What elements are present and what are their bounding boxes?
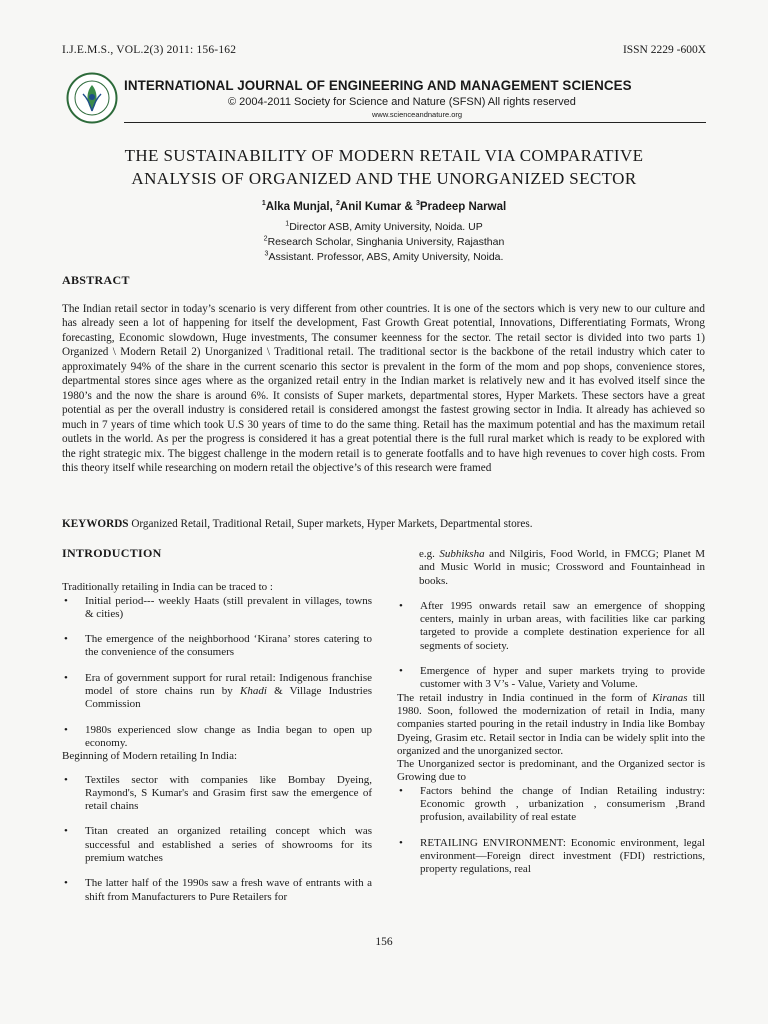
modern-retail-list — [62, 774, 372, 904]
paragraph-text: till 1980. Soon, followed the modernization of retail in India, many companies started pouring in the retail industry in India like Bombay Dyeing, Grasim etc. Retail sector in India can be widely split into the organized and the unorganized sector. — [397, 691, 705, 757]
journal-citation: I.J.E.M.S., VOL.2(3) 2011: 156-162 — [62, 44, 237, 56]
journal-copyright: © 2004-2011 Society for Science and Nature (SFSN) All rights reserved — [228, 96, 576, 108]
affiliation-1: $^1$Director ASB, Amity University, Noida. UP — [285, 220, 483, 233]
introduction-heading: INTRODUCTION — [62, 546, 162, 560]
journal-website[interactable]: www.scienceandnature.org — [372, 110, 463, 119]
keywords — [62, 518, 705, 530]
right-column — [397, 548, 705, 877]
list-item: • Emergence of hyper and super markets trying to provide customer with 3 V’s - Value, Variety and Volume. — [397, 665, 705, 692]
abstract-heading: ABSTRACT — [62, 273, 130, 287]
continuation-text: and Nilgiris, Food World, in FMCG; Planet M and Music World in music; Crossword and Fountainhead in books. — [419, 548, 706, 587]
continuation-emphasis: Subhiksha — [439, 548, 485, 560]
traditional-retail-list — [62, 595, 372, 751]
abstract-body: The Indian retail sector in today’s scenario is very different from other countries. It is one of the sectors which is very new to our culture and has already seen a lot of happening for itself the development, Fast Growth Great potential, Innovations, Differentiating Formats, Wrong forecasting, Economic slowdown, Huge investments, The consumer keenness for the sector. The retail sector is divided into two parts 1) Organized \ Modern Retail 2) Unorganized \ Traditional retail. The traditional sector is the backbone of the retail industry which cater to approximately 94% of the share in the current scenario this sector is prevalent in the form of the mom and pop shops, convenience stores, departmental stores since ages where as the organized retail entry in the Indian market is relatively new and it has evolved itself since the 1980’s and the now the share is around 6%. It consists of Super markets, departmental stores, Hyper Markets. These sectors have a great potential as per the overall industry is considered retail is considered amongst the fastest growing sector in India. It already has achieved so much in 7 years of time which took U.S 30 years of time to do the same thing. Retail has the maximum potential and has the maximum retail outlets in the world. As per the progress is considered it has a great potential there is the full rural market which is ready to be explored with the right strategic mix. The biggest challenge in the modern retail is to generate footfalls and to have high revenues to cover high costs. From this theory itself while researching on modern retail the objective’s of this research were framed — [62, 303, 705, 474]
affiliation-3: $^3$Assistant. Professor, ABS, Amity University, Noida. — [264, 250, 504, 263]
affiliation-2: $^2$Research Scholar, Singhania University, Rajasthan — [263, 235, 505, 248]
list-item-text: Era of government support for rural retail: Indigenous franchise model of store chains run by — [85, 671, 372, 698]
page-number: 156 — [375, 936, 393, 948]
paragraph-text: The retail industry in India continued in the form of — [397, 691, 653, 704]
list-item-emphasis: Khadi — [240, 685, 267, 698]
affiliation-1-text: Director ASB, Amity University, Noida. UP — [289, 221, 483, 233]
continuation-text: e.g. — [419, 548, 440, 560]
retail-evolution-list — [397, 600, 705, 692]
paper-title-line-2: ANALYSIS OF ORGANIZED AND THE UNORGANIZED SECTOR — [131, 169, 637, 188]
left-column — [62, 547, 372, 904]
list-item: • After 1995 onwards retail saw an emergence of shopping centers, mainly in urban areas, with facilities like car parking targeted to provide a complete destination experience for all segments of society. — [397, 600, 705, 653]
list-item: • RETAILING ENVIRONMENT: Economic environment, legal environment—Foreign direct investment (FDI) restrictions, property regulations, real — [397, 837, 705, 877]
author-2: Anil Kumar & — [339, 201, 416, 213]
intro-lead: Traditionally retailing in India can be traced to : — [62, 581, 273, 594]
header-divider — [124, 122, 706, 123]
unorganized-paragraph: The Unorganized sector is predominant, and the Organized sector is Growing due to — [397, 758, 705, 784]
list-item: • Initial period--- weekly Haats (still prevalent in villages, towns & cities) — [62, 595, 372, 622]
journal-title: INTERNATIONAL JOURNAL OF ENGINEERING AND MANAGEMENT SCIENCES — [124, 78, 632, 93]
modern-retail-lead: Beginning of Modern retailing In India: — [62, 750, 238, 763]
affiliation-2-text: Research Scholar, Singhania University, Rajasthan — [267, 236, 505, 248]
list-item: • The latter half of the 1990s saw a fresh wave of entrants with a shift from Manufacturers to Pure Retailers for — [62, 877, 372, 904]
keywords-label: KEYWORDS — [62, 518, 129, 530]
paper-title — [60, 144, 708, 190]
paragraph-emphasis: Kiranas — [652, 691, 688, 704]
issn: ISSN 2229 -600X — [622, 44, 706, 56]
list-item: • Titan created an organized retailing concept which was successful and established a series of showrooms for its premium watches — [62, 825, 372, 865]
author-1: Alka Munjal, — [265, 201, 337, 213]
list-item: • Textiles sector with companies like Bombay Dyeing, Raymond's, S Kumar's and Grasim first saw the emergence of retail chains — [62, 774, 372, 814]
keywords-text: Organized Retail, Traditional Retail, Super markets, Hyper Markets, Departmental stores. — [128, 518, 533, 530]
author-3: Pradeep Narwal — [419, 201, 507, 213]
list-item: • Factors behind the change of Indian Retailing industry: Economic growth , urbanization , consumerism ,Brand profusion, availability of real estate — [397, 785, 705, 825]
list-item: • 1980s experienced slow change as India began to open up economy. — [62, 724, 372, 751]
author-list: $^1$Alka Munjal, $^2$Anil Kumar & $^3$Pradeep Narwal — [261, 200, 507, 213]
society-logo-icon — [66, 72, 118, 124]
list-item — [62, 672, 372, 712]
list-item-text: & Village Industries Commission — [85, 685, 372, 711]
retail-history-paragraph — [397, 692, 705, 758]
growth-factors-list — [397, 785, 705, 877]
paper-title-line-1: THE SUSTAINABILITY OF MODERN RETAIL VIA COMPARATIVE — [124, 146, 644, 165]
affiliation-3-text: Assistant. Professor, ABS, Amity University, Noida. — [268, 251, 504, 263]
list-item: • The emergence of the neighborhood ‘Kirana’ stores catering to the convenience of the consumers — [62, 633, 372, 660]
list-item-continuation — [397, 548, 705, 588]
